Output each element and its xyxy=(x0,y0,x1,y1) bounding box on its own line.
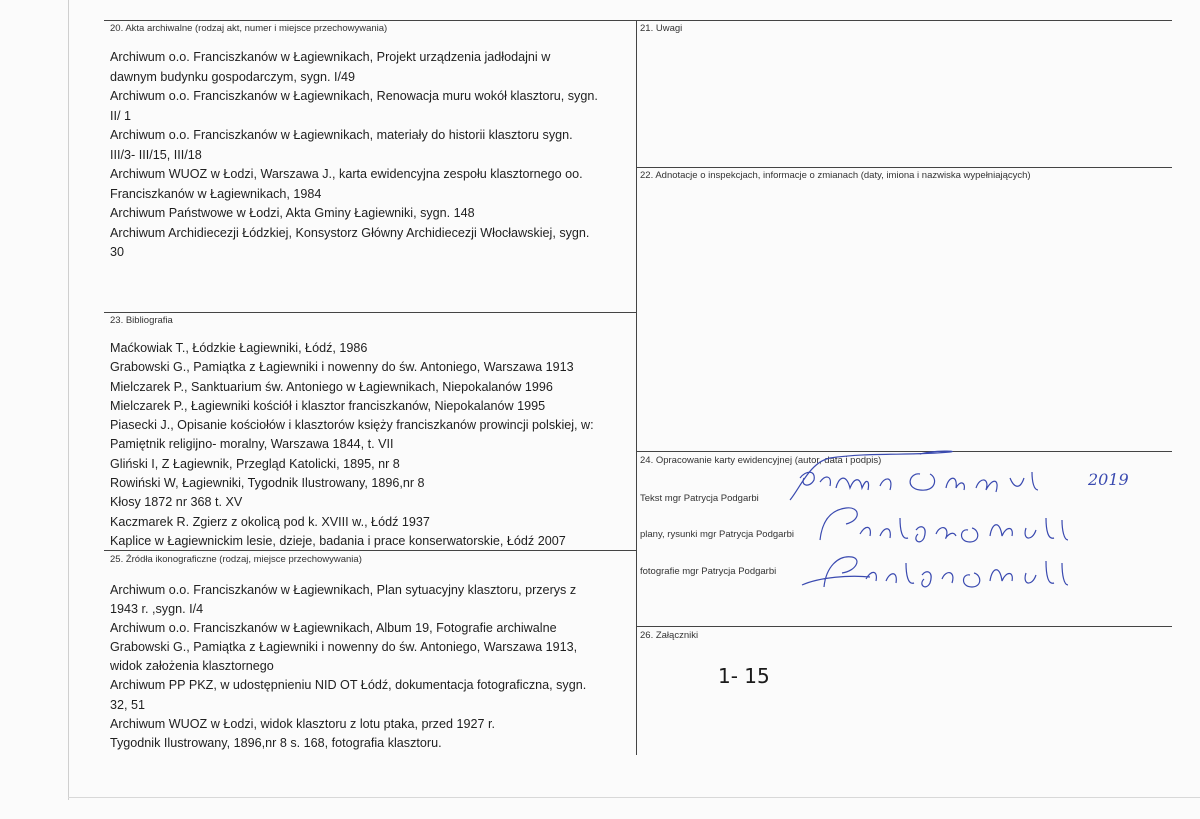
section-25-body xyxy=(110,581,634,753)
section-24-header: 24. Opracowanie karty ewidencyjnej (autor, data i podpis) xyxy=(640,455,882,466)
signature-photos xyxy=(790,545,1080,600)
list-item: Kłosy 1872 nr 368 t. XV xyxy=(110,495,243,510)
list-item: Archiwum o.o. Franciszkanów w Łagiewnikach, Projekt urządzenia jadłodajni w xyxy=(110,50,551,64)
section-23-header: 23. Bibliografia xyxy=(110,315,173,326)
column-divider xyxy=(636,20,637,755)
list-item: 30 xyxy=(110,245,125,259)
section-21-header: 21. Uwagi xyxy=(640,23,683,34)
list-item: Franciszkanów w Łagiewnikach, 1984 xyxy=(110,186,322,201)
rule-s22-top xyxy=(636,167,1172,168)
list-item: Archiwum WUOZ w Łodzi, Warszawa J., karta ewidencyjna zespołu klasztornego oo. xyxy=(110,167,583,181)
section-20-header: 20. Akta archiwalne (rodzaj akt, numer i miejsce przechowywania) xyxy=(110,23,388,34)
list-item: Archiwum o.o. Franciszkanów w Łagiewnikach, Plan sytuacyjny klasztoru, przerys z xyxy=(110,583,577,597)
list-item: Piasecki J., Opisanie kościołów i klasztorów księży franciszkanów prowincji polskiej, w: xyxy=(110,418,594,433)
rule-s23-top xyxy=(104,312,636,313)
list-item: Archiwum Archidiecezji Łódzkiej, Konsystorz Główny Archidiecezji Włocławskiej, sygn. xyxy=(110,225,590,240)
author-row-text: Tekst mgr Patrycja Podgarbi xyxy=(640,493,759,504)
list-item: Archiwum PP PKZ, w udostępnieniu NID OT Łódź, dokumentacja fotograficzna, sygn. xyxy=(110,678,587,693)
section-26-header: 26. Załączniki xyxy=(640,630,699,641)
author-row-plans: plany, rysunki mgr Patrycja Podgarbi xyxy=(640,529,794,540)
section-22-header: 22. Adnotacje o inspekcjach, informacje o zmianach (daty, imiona i nazwiska wypełniających) xyxy=(640,170,1031,181)
attachments-count: 1- 15 xyxy=(718,664,770,688)
section-20-body xyxy=(110,48,630,263)
section-23-body xyxy=(110,339,634,551)
list-item: Archiwum WUOZ w Łodzi, widok klasztoru z lotu ptaka, przed 1927 r. xyxy=(110,716,495,731)
list-item: widok założenia klasztornego xyxy=(110,659,274,674)
list-item: Kaczmarek R. Zgierz z okolicą pod k. XVIII w., Łódź 1937 xyxy=(110,514,430,529)
list-item: Tygodnik Ilustrowany, 1896,nr 8 s. 168, fotografia klasztoru. xyxy=(110,735,442,750)
list-item: Gliński I, Z Łagiewnik, Przegląd Katolicki, 1895, nr 8 xyxy=(110,456,400,471)
list-item: Maćkowiak T., Łódzkie Łagiewniki, Łódź, 1986 xyxy=(110,341,368,355)
list-item: Grabowski G., Pamiątka z Łagiewniki i nowenny do św. Antoniego, Warszawa 1913, xyxy=(110,640,578,655)
list-item: Kaplice w Łagiewnickim lesie, dzieje, badania i prace konserwatorskie, Łódź 2007 xyxy=(110,533,566,548)
list-item: Archiwum o.o. Franciszkanów w Łagiewnikach, Album 19, Fotografie archiwalne xyxy=(110,621,557,636)
list-item: Rowiński W, Łagiewniki, Tygodnik Ilustrowany, 1896,nr 8 xyxy=(110,476,425,491)
list-item: dawnym budynku gospodarczym, sygn. I/49 xyxy=(110,69,356,84)
list-item: 32, 51 xyxy=(110,697,146,712)
list-item: Pamiętnik religijno- moralny, Warszawa 1844, t. VII xyxy=(110,437,394,452)
page-edge-bottom xyxy=(68,797,1200,798)
list-item: Grabowski G., Pamiątka z Łagiewniki i nowenny do św. Antoniego, Warszawa 1913 xyxy=(110,360,574,375)
list-item: Archiwum o.o. Franciszkanów w Łagiewnikach, Renowacja muru wokół klasztoru, sygn. xyxy=(110,89,598,103)
list-item: III/3- III/15, III/18 xyxy=(110,147,202,162)
list-item: Archiwum o.o. Franciszkanów w Łagiewnikach, materiały do historii klasztoru sygn. xyxy=(110,128,573,142)
list-item: Mielczarek P., Sanktuarium św. Antoniego w Łagiewnikach, Niepokalanów 1996 xyxy=(110,379,553,394)
rule-s26-top xyxy=(636,626,1172,627)
handwritten-year: 2019 xyxy=(1088,470,1129,489)
list-item: Archiwum Państwowe w Łodzi, Akta Gminy Łagiewniki, sygn. 148 xyxy=(110,206,475,220)
list-item: II/ 1 xyxy=(110,108,131,123)
page-edge-left xyxy=(68,0,69,800)
list-item: Mielczarek P., Łagiewniki kościół i klasztor franciszkanów, Niepokalanów 1995 xyxy=(110,398,546,413)
author-row-photos: fotografie mgr Patrycja Podgarbi xyxy=(640,566,777,577)
list-item: 1943 r. ,sygn. I/4 xyxy=(110,602,204,617)
section-25-header: 25. Źródła ikonograficzne (rodzaj, miejsce przechowywania) xyxy=(110,554,362,565)
rule-top xyxy=(104,20,1172,21)
